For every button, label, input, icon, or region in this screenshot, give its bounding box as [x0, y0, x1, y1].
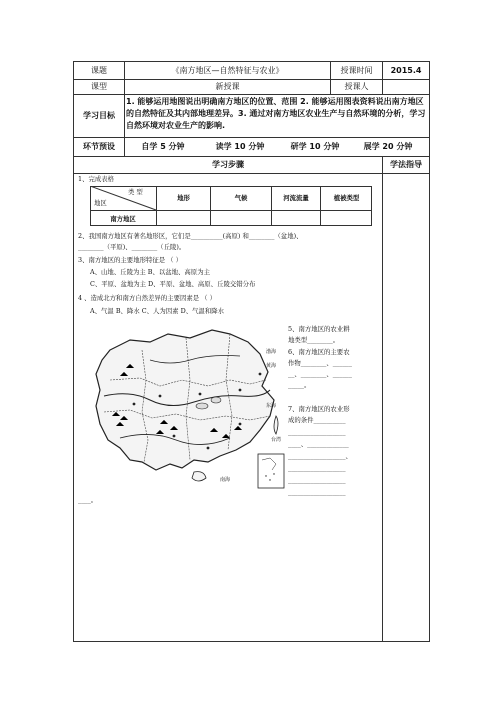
- table-col-vegetation: 植被类型: [333, 194, 360, 202]
- plan-item: 自学 5 分钟: [141, 142, 185, 151]
- side-line: __、________、______: [288, 370, 352, 378]
- type-label: 课型: [91, 82, 107, 91]
- side-line: 6、南方地区的主要农: [288, 348, 350, 356]
- time-label: 授课时间: [340, 65, 373, 75]
- side-line: _____。: [288, 381, 311, 389]
- question-3-options-2: C、平原、盆地为主 D、平原、盆地、高原、丘陵交错分布: [90, 280, 256, 288]
- frame-bottom: [73, 641, 430, 642]
- side-line: 地类型________。: [288, 336, 340, 344]
- row-line: [73, 173, 430, 174]
- question-3: 3、南方地区的主要地形特征是 （ ）: [78, 256, 182, 264]
- question-2-line-1: 2、我国南方地区有著名地形区，它们是__________(高原) 和________（盆地)、: [78, 232, 303, 240]
- side-line: __________________: [288, 488, 346, 496]
- side-line: ____、_____________: [288, 440, 349, 448]
- table-row-label: 南方地区: [110, 214, 136, 223]
- plan-item: 读学 10 分钟: [215, 142, 265, 151]
- plan-label: 环节预设: [83, 142, 115, 151]
- map-label-nanhai: 南海: [220, 477, 231, 483]
- map-drawing: [90, 320, 286, 496]
- fill-table: [90, 186, 372, 226]
- frame-right: [429, 61, 430, 642]
- side-line: __________________: [288, 428, 346, 436]
- side-line: 成的条件__________: [288, 416, 346, 424]
- teacher-label: 授课人: [344, 82, 369, 91]
- table-col-terrain: 地形: [177, 194, 190, 202]
- bottom-tail: ____。: [78, 496, 98, 504]
- topic-value: 《南方地区—自然特征与农业》: [171, 65, 284, 75]
- guide-title: 学法指导: [390, 160, 422, 169]
- type-value: 新授课: [215, 82, 240, 91]
- steps-title: 学习步骤: [212, 160, 244, 169]
- question-2-line-2: ________（平原)、________（丘陵)。: [78, 243, 186, 251]
- row-line: [73, 94, 430, 95]
- objective-label: 学习目标: [83, 111, 115, 120]
- question-3-options-1: A、山地、丘陵为主 B、以盆地、高原为主: [90, 268, 210, 276]
- topic-label: 课题: [91, 65, 107, 75]
- col-line: [382, 156, 383, 642]
- side-line: 5、南方地区的农业耕: [288, 325, 350, 333]
- question-4: 4 、造成北方和南方自然差异的主要因素是 （ ）: [78, 294, 216, 302]
- plan-item: 研学 10 分钟: [290, 142, 340, 151]
- table-corner-bottom: 地区: [94, 199, 107, 207]
- map-label-huanghai: 黄海: [266, 363, 277, 369]
- south-china-map: [90, 320, 286, 496]
- question-4-options: A、气温 B、降水 C、人为因素 D、气温和降水: [90, 307, 225, 315]
- objective-text: 1. 能够运用地图说出明确南方地区的位置、范围 2. 能够运用图表资料说出南方地区的自然特征及其内部地理差异。3. 通过对南方地区农业生产与自然环境的分析，学习自然环境对农业生产的影响.: [126, 97, 426, 130]
- table-col-river: 河流流量: [283, 194, 309, 202]
- teacher-value: [383, 80, 429, 94]
- time-value: 2015.4: [390, 65, 422, 75]
- side-line: 作物________、______: [288, 359, 352, 367]
- side-line: __________________、: [288, 452, 352, 460]
- map-label-bohai: 渤海: [266, 349, 277, 355]
- side-line: 7、南方地区的农业形: [288, 405, 350, 413]
- question-1: 1、完成表格: [78, 175, 115, 183]
- plan-item: 展学 20 分钟: [363, 142, 413, 151]
- side-line: __________________: [288, 476, 346, 484]
- map-label-taiwan: 台湾: [271, 437, 282, 443]
- side-line: __________________: [288, 464, 346, 472]
- map-label-donghai: 东海: [266, 403, 277, 409]
- table-col-climate: 气候: [234, 194, 248, 202]
- table-corner-top: 类 型: [128, 188, 143, 196]
